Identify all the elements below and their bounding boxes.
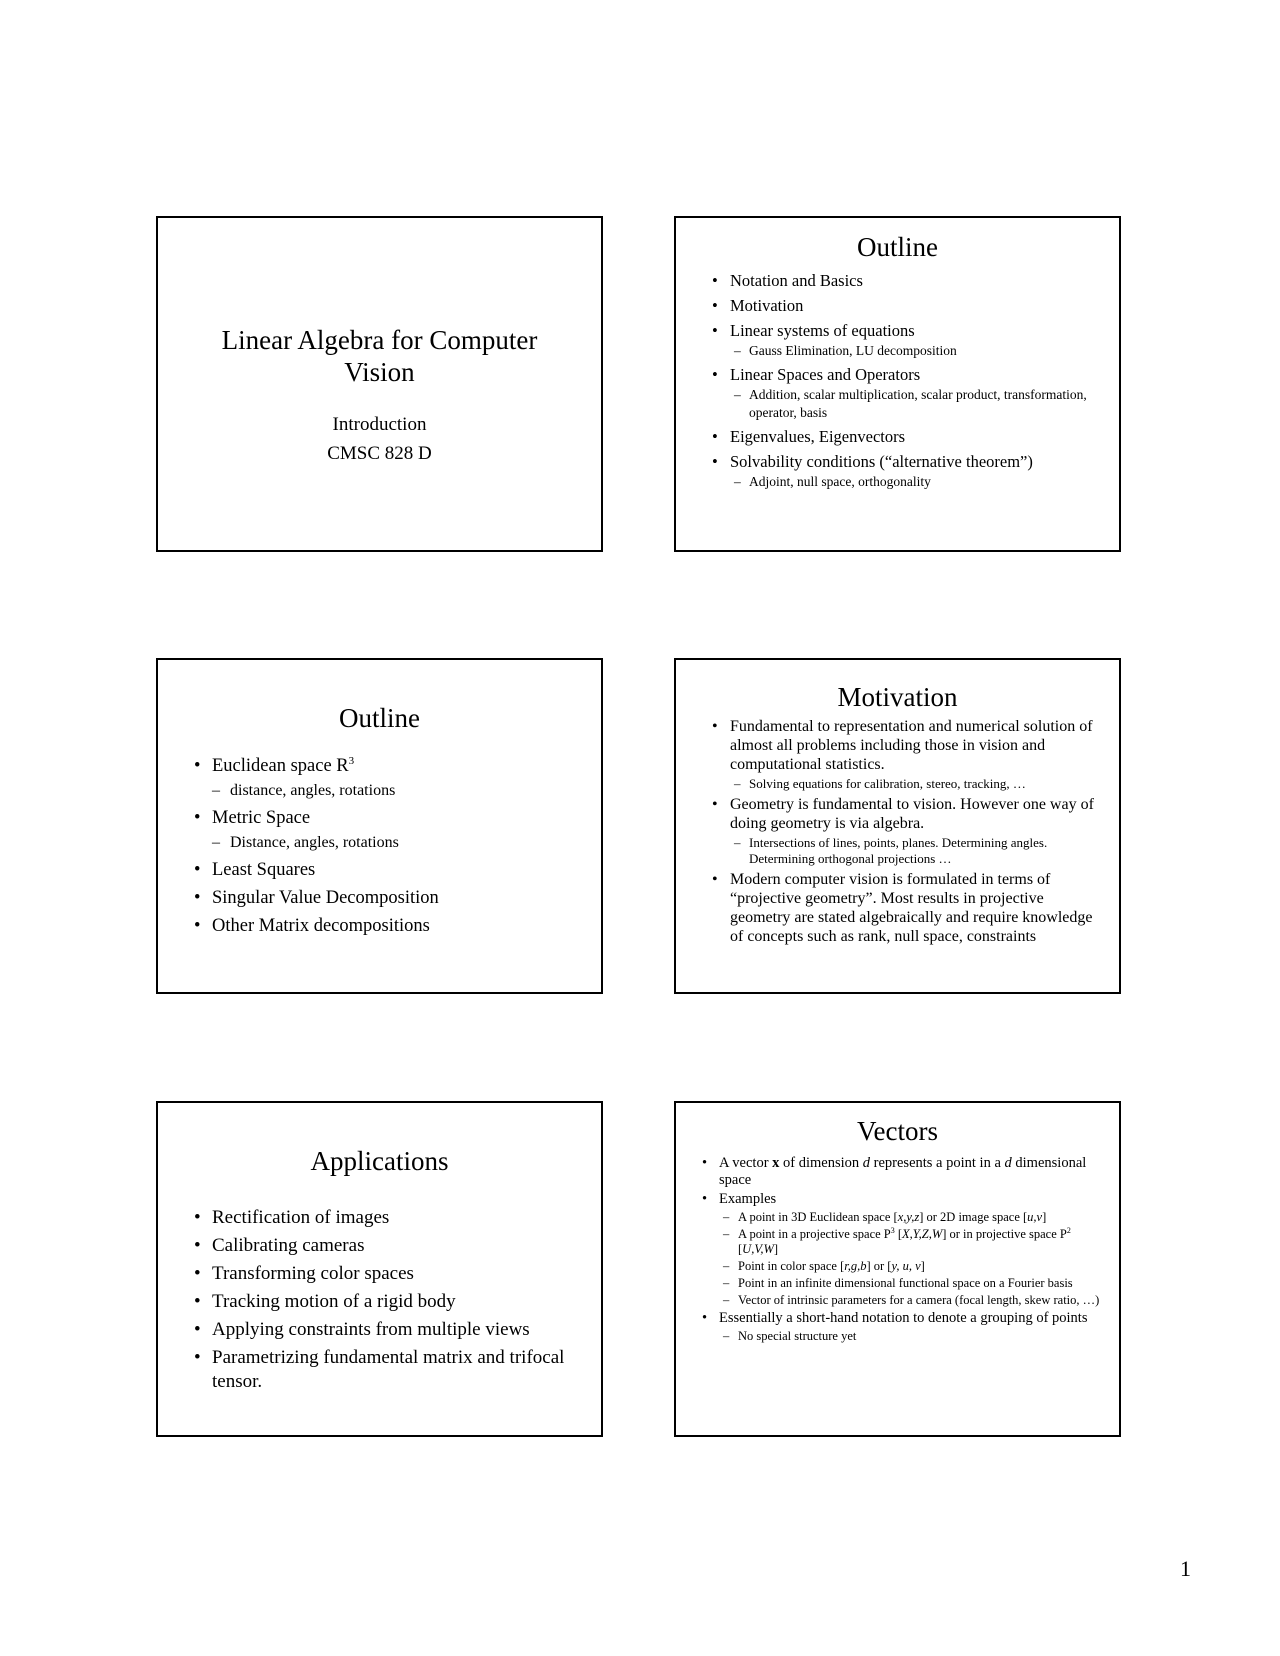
bullet-item: • Least Squares xyxy=(194,858,584,882)
sub-bullet-item: – distance, angles, rotations xyxy=(212,780,584,802)
bullet-item: • Examples – A point in 3D Euclidean space [x,y,z] or 2D image space [u,v] – A point in a projective space $P^3$ [X,Y,Z,W] or in projective space $P^2$ [U,V,W] – Point in color space [r,g,b] or [y, u, v] – Point in an infinite dimensional functional space on a Fourier basis – Vector of intrinsic parameters for a camera (focal length, skew ratio, …) xyxy=(700,1191,1100,1308)
bullet-item: • Motivation xyxy=(712,295,1102,316)
slide-heading: Motivation xyxy=(837,682,958,712)
bullet-item: • Fundamental to representation and numerical solution of almost all problems including those in vision and computational statistics. – Solving equations for calibration, stereo, tracking, … xyxy=(712,717,1104,792)
bullet-list xyxy=(194,754,584,942)
bullet-item: • Rectification of images xyxy=(194,1206,584,1230)
sub-bullet-item: – No special structure yet xyxy=(719,1329,1100,1344)
sub-bullet-item: – Gauss Elimination, LU decomposition xyxy=(730,342,1102,360)
sub-bullet-item: – Adjoint, null space, orthogonality xyxy=(730,473,1102,491)
bullet-item: • Metric Space – Distance, angles, rotations xyxy=(194,806,584,854)
bullet-item: • Solvability conditions (“alternative theorem”) – Adjoint, null space, orthogonality xyxy=(712,451,1102,491)
bullet-item: • Geometry is fundamental to vision. However one way of doing geometry is via algebra. – Intersections of lines, points, planes. Determining angles. Determining orthogonal projections … xyxy=(712,795,1104,867)
bullet-item: • A vector x of dimension d represents a point in a d dimensional space xyxy=(700,1155,1100,1189)
slide-title xyxy=(156,216,603,552)
bullet-item: • Calibrating cameras xyxy=(194,1234,584,1258)
bullet-item: • Linear systems of equations – Gauss Elimination, LU decomposition xyxy=(712,320,1102,360)
slide-title-line1: Linear Algebra for Computer xyxy=(221,325,538,355)
bullet-item: • Tracking motion of a rigid body xyxy=(194,1290,584,1314)
bullet-list xyxy=(712,717,1104,949)
page-number: 1 xyxy=(1180,1556,1191,1581)
bullet-item: • Transforming color spaces xyxy=(194,1262,584,1286)
bullet-item: • Modern computer vision is formulated in terms of “projective geometry”. Most results in projective geometry are stated algebraically and require knowledge of concepts such as rank, null space, constraints xyxy=(712,870,1104,946)
bullet-item: • Notation and Basics xyxy=(712,270,1102,291)
bullet-item: • Essentially a short-hand notation to denote a grouping of points – No special structure yet xyxy=(700,1310,1100,1344)
bullet-list xyxy=(712,270,1102,495)
bullet-item: • Eigenvalues, Eigenvectors xyxy=(712,426,1102,447)
bullet-item: • Euclidean space $R^3$ – distance, angles, rotations xyxy=(194,754,584,802)
slide-outline-1 xyxy=(674,216,1121,552)
sub-bullet-item: – Point in an infinite dimensional functional space on a Fourier basis xyxy=(719,1276,1100,1291)
slide-applications xyxy=(156,1101,603,1437)
slide-course: CMSC 828 D xyxy=(327,443,432,464)
slide-outline-2 xyxy=(156,658,603,994)
bullet-item: • Singular Value Decomposition xyxy=(194,886,584,910)
slide-title-line2: Vision xyxy=(344,357,415,387)
sub-bullet-item: – Point in color space [r,g,b] or [y, u, v] xyxy=(719,1259,1100,1274)
slide-heading: Applications xyxy=(310,1146,449,1176)
sub-bullet-item: – A point in 3D Euclidean space [x,y,z] or 2D image space [u,v] xyxy=(719,1210,1100,1225)
slide-subtitle: Introduction xyxy=(332,414,427,435)
sub-bullet-item: – Addition, scalar multiplication, scalar product, transformation, operator, basis xyxy=(730,386,1102,422)
bullet-list xyxy=(194,1206,584,1398)
bullet-item: • Applying constraints from multiple views xyxy=(194,1318,584,1342)
bullet-item: • Parametrizing fundamental matrix and trifocal tensor. xyxy=(194,1346,584,1394)
bullet-item: • Linear Spaces and Operators – Addition, scalar multiplication, scalar product, transformation, operator, basis xyxy=(712,364,1102,422)
bullet-item: • Other Matrix decompositions xyxy=(194,914,584,938)
sub-bullet-item: – A point in a projective space $P^3$ [X,Y,Z,W] or in projective space $P^2$ [U,V,W] xyxy=(719,1227,1100,1257)
sub-bullet-item: – Solving equations for calibration, stereo, tracking, … xyxy=(730,776,1104,792)
slide-heading: Outline xyxy=(339,703,420,733)
bullet-list xyxy=(700,1155,1100,1346)
sub-bullet-item: – Vector of intrinsic parameters for a camera (focal length, skew ratio, …) xyxy=(719,1293,1100,1308)
slide-heading: Outline xyxy=(857,232,938,262)
slide-motivation xyxy=(674,658,1121,994)
slide-vectors xyxy=(674,1101,1121,1437)
sub-bullet-item: – Distance, angles, rotations xyxy=(212,832,584,854)
slide-heading: Vectors xyxy=(857,1116,938,1146)
sub-bullet-item: – Intersections of lines, points, planes. Determining angles. Determining orthogonal projections … xyxy=(730,835,1104,867)
